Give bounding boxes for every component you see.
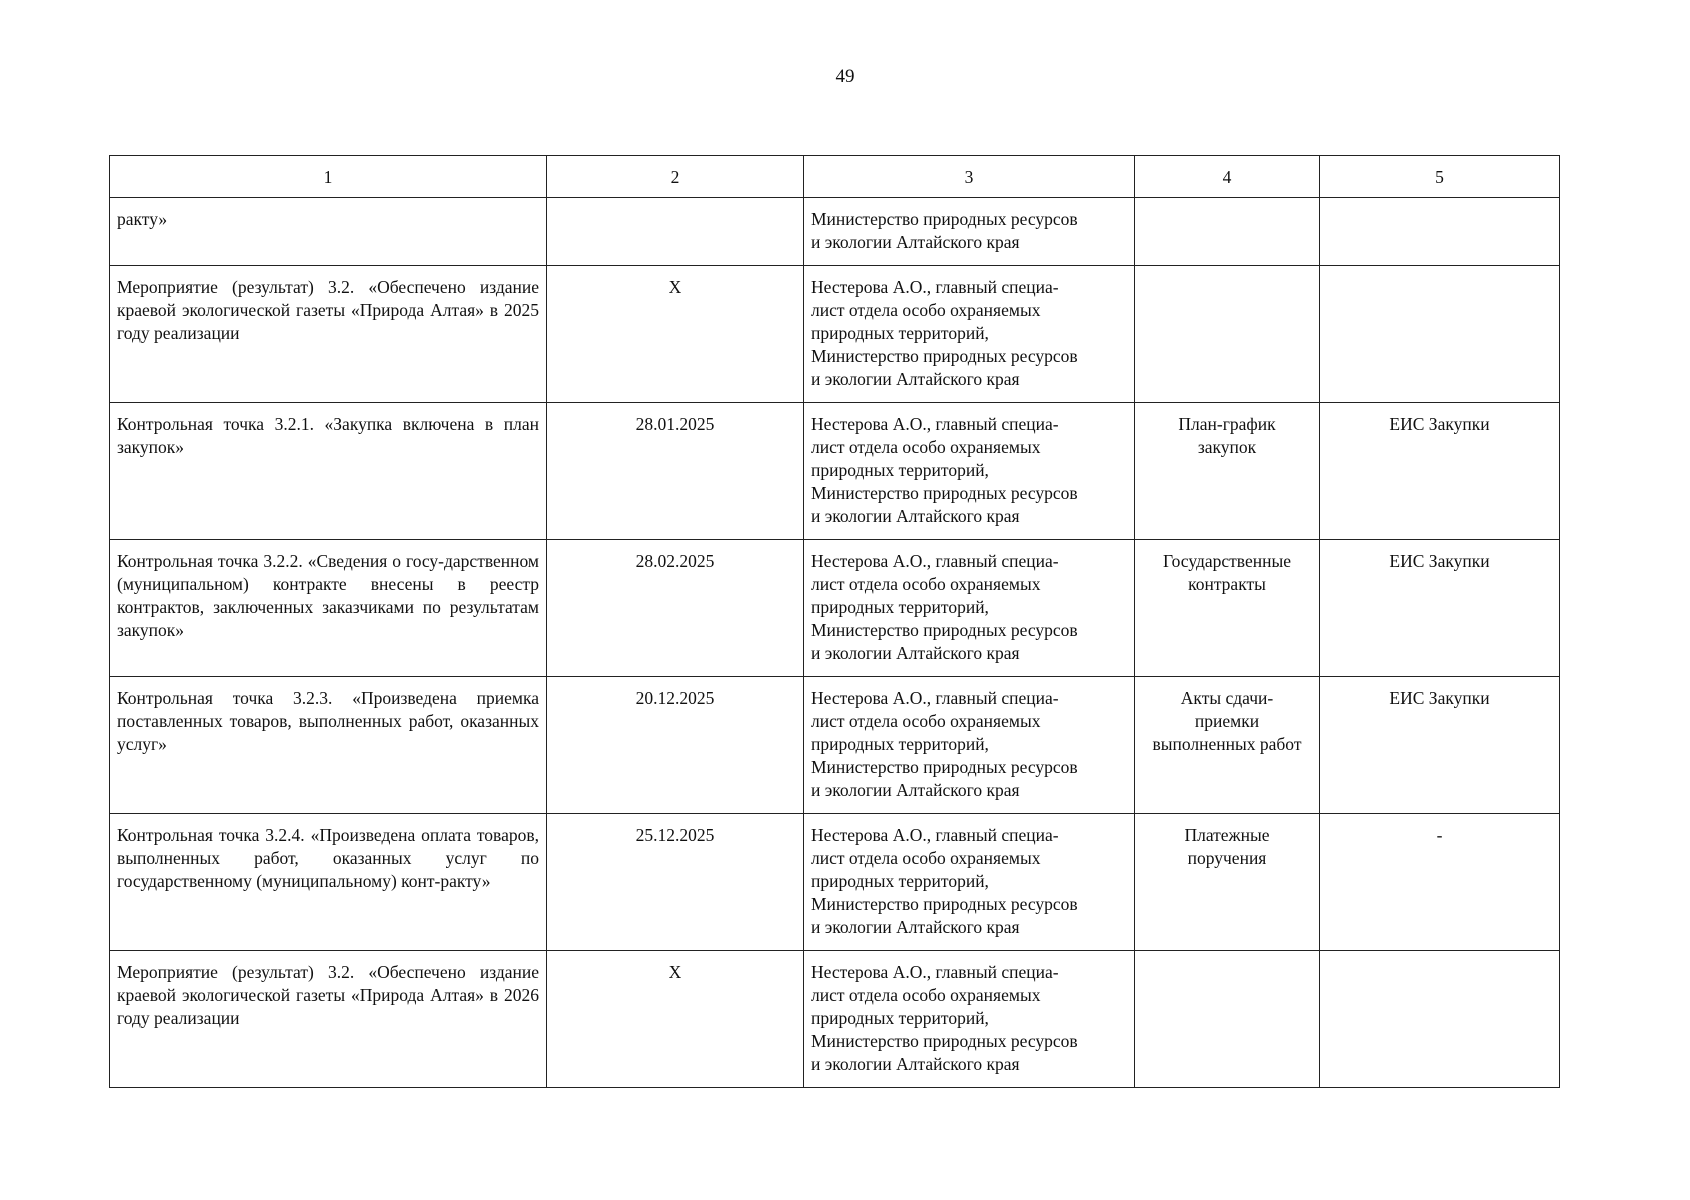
responsible-cell: Нестерова А.О., главный специа- лист отдела особо охраняемых природных территорий, Министерство природных ресурсов и экологии Алтайского края: [804, 677, 1135, 814]
deadline-cell: X: [547, 951, 804, 1088]
table-row: [110, 814, 1560, 951]
document-cell: [1135, 266, 1320, 403]
column-header-1: 1: [110, 156, 547, 198]
info-system-cell: [1320, 266, 1560, 403]
responsible-cell: Нестерова А.О., главный специа- лист отдела особо охраняемых природных территорий, Министерство природных ресурсов и экологии Алтайского края: [804, 540, 1135, 677]
event-name-cell: Контрольная точка 3.2.1. «Закупка включена в план закупок»: [110, 403, 547, 540]
info-system-cell: [1320, 198, 1560, 266]
deadline-cell: 25.12.2025: [547, 814, 804, 951]
event-name-cell: Мероприятие (результат) 3.2. «Обеспечено издание краевой экологической газеты «Природа Алтая» в 2026 году реализации: [110, 951, 547, 1088]
deadline-cell: 20.12.2025: [547, 677, 804, 814]
page-number: 49: [835, 66, 855, 87]
column-header-4: 4: [1135, 156, 1320, 198]
document-cell: [1135, 198, 1320, 266]
table-row: [110, 266, 1560, 403]
document-cell: План-график закупок: [1135, 403, 1320, 540]
column-header-2: 2: [547, 156, 804, 198]
responsible-cell: Нестерова А.О., главный специа- лист отдела особо охраняемых природных территорий, Министерство природных ресурсов и экологии Алтайского края: [804, 266, 1135, 403]
event-name-cell: Мероприятие (результат) 3.2. «Обеспечено издание краевой экологической газеты «Природа Алтая» в 2025 году реализации: [110, 266, 547, 403]
info-system-cell: ЕИС Закупки: [1320, 540, 1560, 677]
column-header-3: 3: [804, 156, 1135, 198]
event-name-cell: Контрольная точка 3.2.3. «Произведена приемка поставленных товаров, выполненных работ, оказанных услуг»: [110, 677, 547, 814]
info-system-cell: -: [1320, 814, 1560, 951]
deadline-cell: 28.02.2025: [547, 540, 804, 677]
info-system-cell: ЕИС Закупки: [1320, 677, 1560, 814]
table-row: [110, 198, 1560, 266]
table-row: [110, 677, 1560, 814]
table-row: [110, 540, 1560, 677]
info-system-cell: ЕИС Закупки: [1320, 403, 1560, 540]
responsible-cell: Нестерова А.О., главный специа- лист отдела особо охраняемых природных территорий, Министерство природных ресурсов и экологии Алтайского края: [804, 951, 1135, 1088]
responsible-cell: Нестерова А.О., главный специа- лист отдела особо охраняемых природных территорий, Министерство природных ресурсов и экологии Алтайского края: [804, 814, 1135, 951]
event-name-cell: ракту»: [110, 198, 547, 266]
responsible-cell: Министерство природных ресурсов и экологии Алтайского края: [804, 198, 1135, 266]
event-name-cell: Контрольная точка 3.2.4. «Произведена оплата товаров, выполненных работ, оказанных услуг по государственному (муниципальному) конт-ракту»: [110, 814, 547, 951]
deadline-cell: 28.01.2025: [547, 403, 804, 540]
responsible-cell: Нестерова А.О., главный специа- лист отдела особо охраняемых природных территорий, Министерство природных ресурсов и экологии Алтайского края: [804, 403, 1135, 540]
table-header: [110, 156, 1560, 198]
header-row: [110, 156, 1560, 198]
table-body: [110, 198, 1560, 1088]
document-cell: Государственные контракты: [1135, 540, 1320, 677]
table-row: [110, 951, 1560, 1088]
event-name-cell: Контрольная точка 3.2.2. «Сведения о госу-дарственном (муниципальном) контракте внесены в реестр контрактов, заключенных заказчиками по результатам закупок»: [110, 540, 547, 677]
table-row: [110, 403, 1560, 540]
document-cell: Платежные поручения: [1135, 814, 1320, 951]
plan-table: [109, 155, 1560, 1088]
document-cell: Акты сдачи- приемки выполненных работ: [1135, 677, 1320, 814]
info-system-cell: [1320, 951, 1560, 1088]
deadline-cell: [547, 198, 804, 266]
deadline-cell: X: [547, 266, 804, 403]
column-header-5: 5: [1320, 156, 1560, 198]
document-cell: [1135, 951, 1320, 1088]
